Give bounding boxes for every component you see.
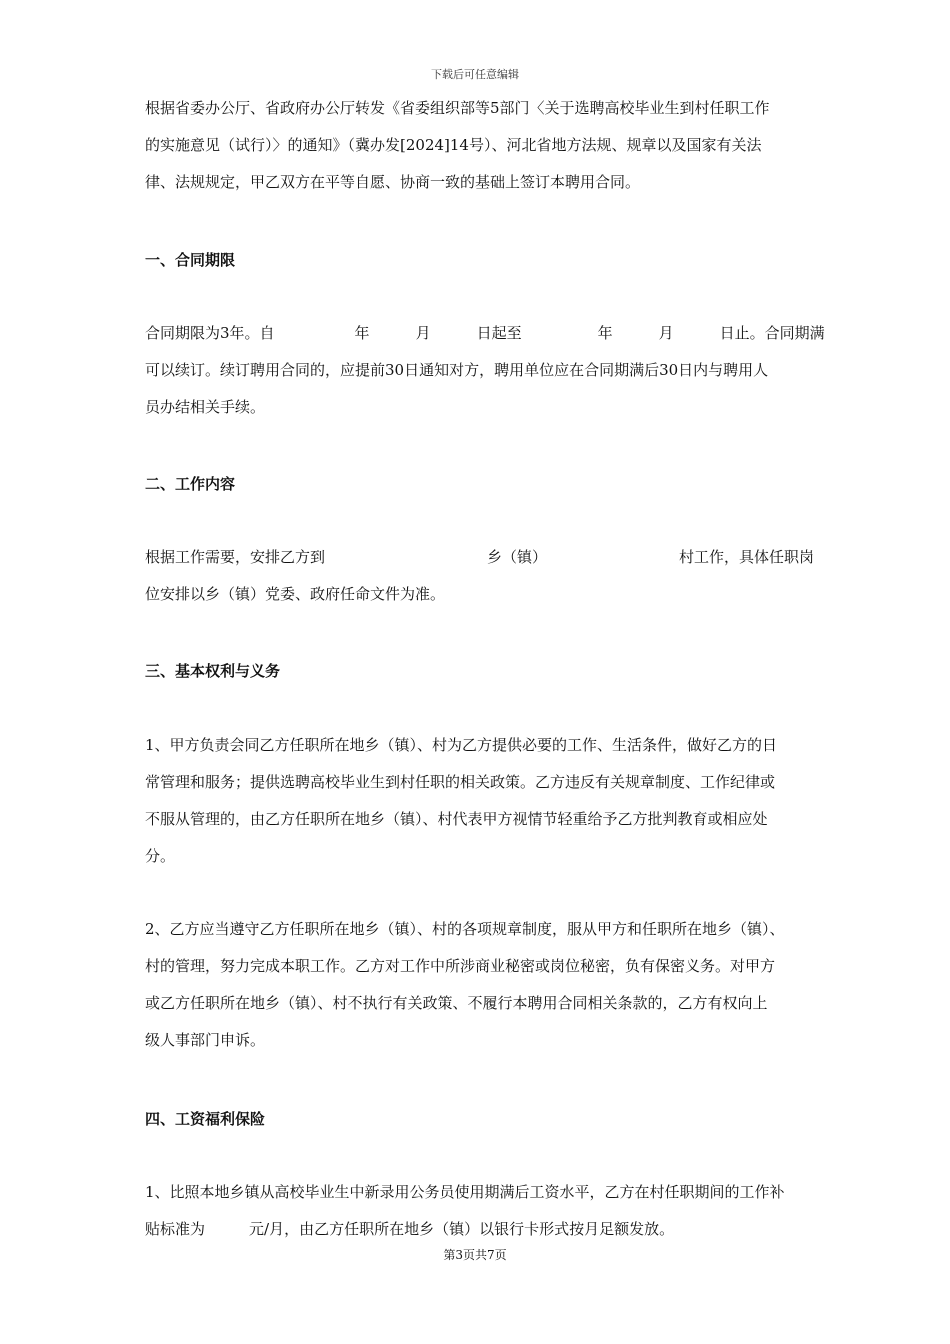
work-line: 位安排以乡（镇）党委、政府任命文件为准。 [145, 585, 446, 603]
term-paragraph [145, 315, 865, 426]
term-line: 员办结相关手续。 [145, 398, 266, 416]
term-line: 可以续订。续订聘用合同的，应提前30日通知对方，聘用单位应在合同期满后30日内与聘用人 [145, 361, 769, 379]
work-text: 根据工作需要，安排乙方到 [145, 548, 326, 566]
rights-line: 1、甲方负责会同乙方任职所在地乡（镇）、村为乙方提供必要的工作、生活条件，做好乙方的日 [145, 736, 778, 754]
term-month-label: 月 [415, 324, 431, 342]
rights-line: 村的管理，努力完成本职工作。乙方对工作中所涉商业秘密或岗位秘密，负有保密义务。对甲方 [145, 957, 776, 975]
salary-text: 元/月，由乙方任职所在地乡（镇）以银行卡形式按月足额发放。 [249, 1220, 675, 1238]
work-paragraph [145, 539, 865, 613]
work-village-label: 村工作，具体任职岗 [679, 548, 815, 566]
rights-line: 不服从管理的，由乙方任职所在地乡（镇）、村代表甲方视情节轻重给予乙方批判教育或相应处 [145, 810, 768, 828]
section-heading-salary: 四、工资福利保险 [145, 1110, 266, 1128]
term-day-label: 日起至 [476, 324, 522, 342]
work-town-label: 乡（镇） [487, 548, 548, 566]
salary-text: 贴标准为 [145, 1220, 206, 1238]
salary-line-2 [145, 1211, 865, 1248]
intro-line: 的实施意见（试行）〉的通知》（冀办发[2024]14号）、河北省地方法规、规章以及国家有关法 [145, 136, 762, 154]
page-footer: 第3页共7页 [443, 1248, 507, 1262]
work-line-1 [145, 539, 865, 576]
rights-paragraph-1 [145, 727, 865, 875]
term-text: 合同期限为3年。自 [145, 324, 275, 342]
rights-line: 级人事部门申诉。 [145, 1031, 266, 1049]
section-heading-work: 二、工作内容 [145, 475, 236, 493]
term-line-1 [145, 315, 865, 352]
term-month-label: 月 [658, 324, 674, 342]
salary-line: 1、比照本地乡镇从高校毕业生中新录用公务员使用期满后工资水平，乙方在村任职期间的工作补 [145, 1183, 785, 1201]
rights-line: 或乙方任职所在地乡（镇）、村不执行有关政策、不履行本聘用合同相关条款的，乙方有权向上 [145, 994, 768, 1012]
section-heading-rights: 三、基本权利与义务 [145, 662, 281, 680]
term-year-label: 年 [597, 324, 613, 342]
intro-line: 律、法规规定，甲乙双方在平等自愿、协商一致的基础上签订本聘用合同。 [145, 173, 641, 191]
rights-line: 分。 [145, 847, 176, 865]
rights-paragraph-2 [145, 911, 865, 1059]
section-heading-term: 一、合同期限 [145, 251, 236, 269]
term-day-label: 日止。合同期满 [719, 324, 825, 342]
salary-paragraph [145, 1174, 865, 1248]
intro-paragraph [145, 90, 865, 201]
rights-line: 2、乙方应当遵守乙方任职所在地乡（镇）、村的各项规章制度，服从甲方和任职所在地乡（镇）、 [145, 920, 785, 938]
page-header: 下载后可任意编辑 [431, 68, 519, 81]
intro-line: 根据省委办公厅、省政府办公厅转发《省委组织部等5部门〈关于选聘高校毕业生到村任职工作 [145, 99, 770, 117]
rights-line: 常管理和服务；提供选聘高校毕业生到村任职的相关政策。乙方违反有关规章制度、工作纪律或 [145, 773, 776, 791]
term-year-label: 年 [354, 324, 370, 342]
